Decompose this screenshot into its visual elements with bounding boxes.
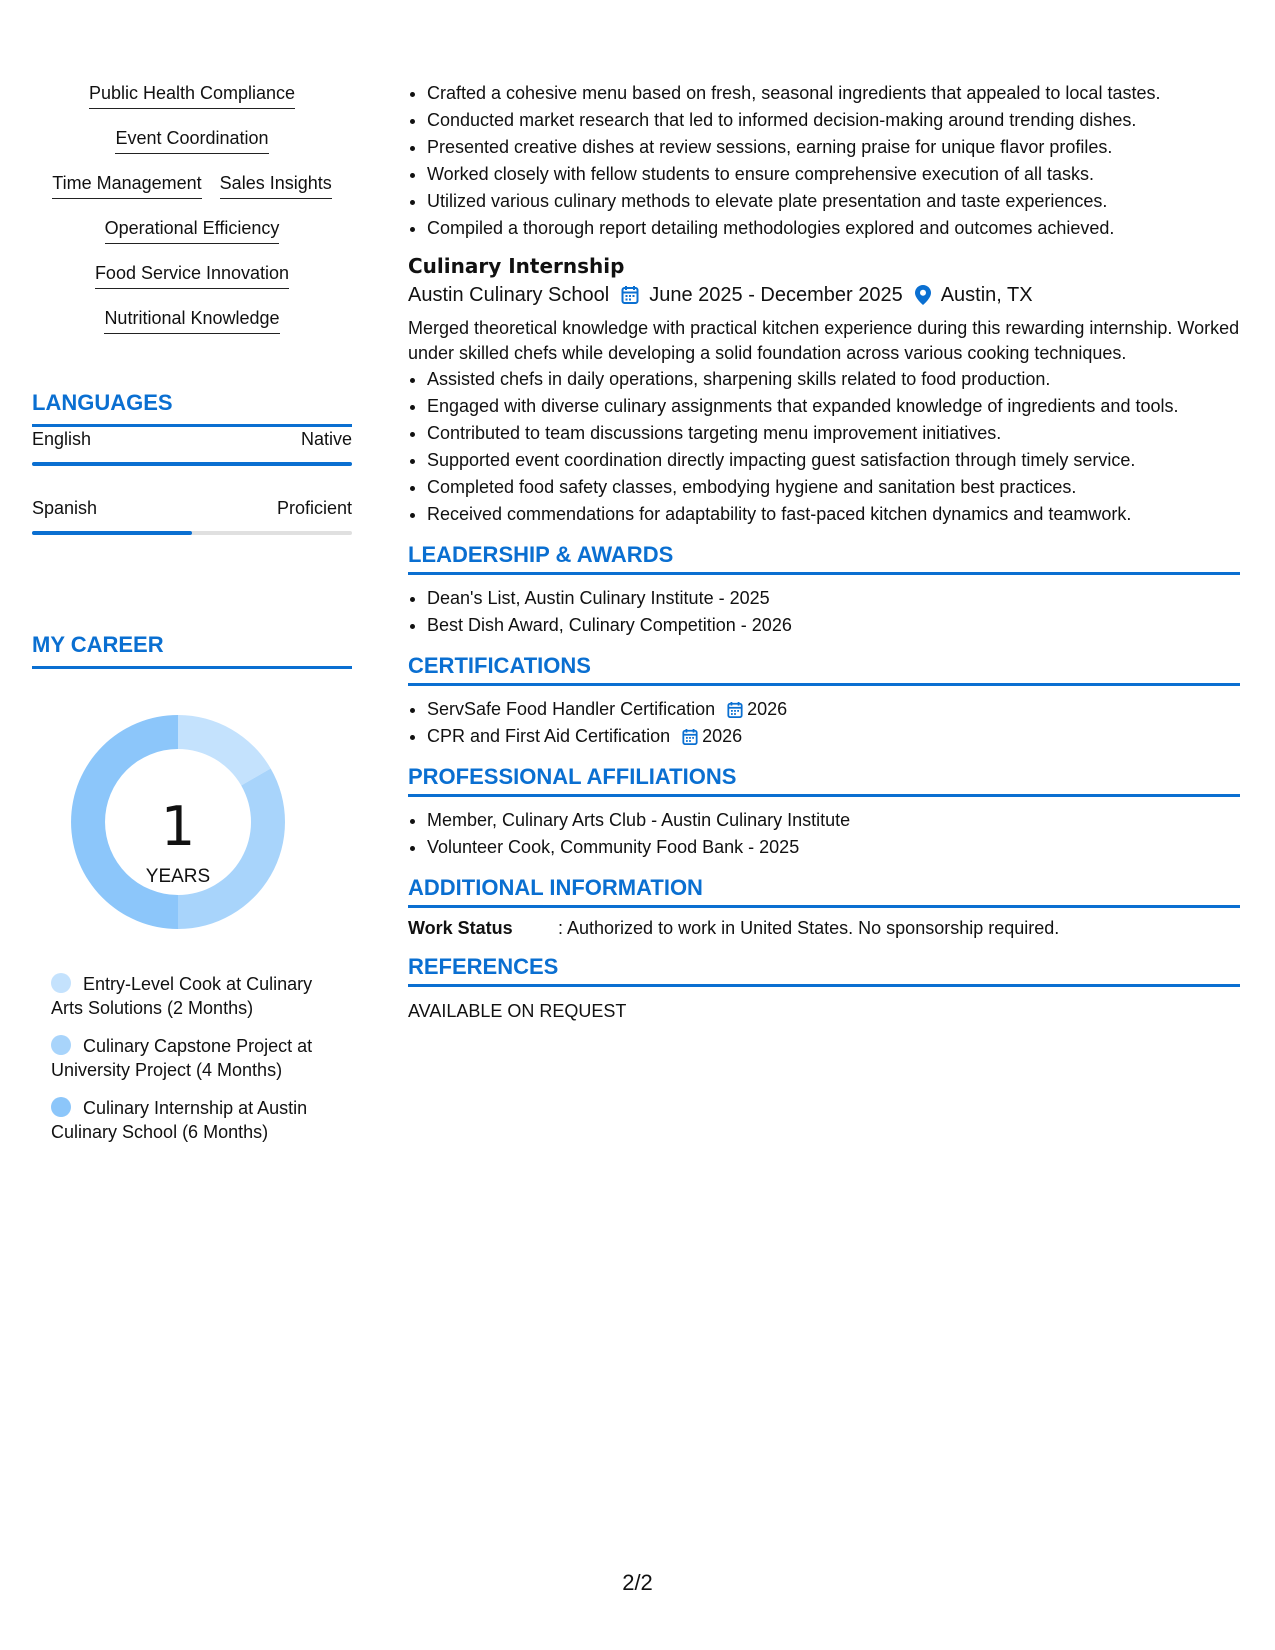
section-rule [408, 683, 1240, 686]
certifications-title: CERTIFICATIONS [408, 653, 591, 678]
language-bar [32, 462, 352, 466]
job-meta [408, 280, 1240, 310]
job-description: Merged theoretical knowledge with practical kitchen experience during this rewarding internship. Worked under skilled chefs while developing a solid foundation across various cooking techniques. [408, 318, 1240, 363]
bullet-item: • Worked closely with fellow students to ensure comprehensive execution of all tasks. [427, 161, 1240, 188]
bullet-item: • Supported event coordination directly impacting guest satisfaction through timely service. [427, 447, 1240, 474]
affiliation-item: • Member, Culinary Arts Club - Austin Culinary Institute [427, 807, 1240, 834]
language-name: Spanish [32, 498, 98, 518]
job-title: Culinary Internship [408, 254, 625, 278]
bullet-item: • Assisted chefs in daily operations, sharpening skills related to food production. [427, 366, 1240, 393]
additional-info-section [408, 875, 1240, 940]
certification-item [427, 723, 1240, 750]
section-rule [408, 572, 1240, 575]
section-rule [32, 424, 352, 427]
calendar-icon [682, 728, 698, 746]
section-rule [408, 905, 1240, 908]
career-total-unit: YEARS [145, 866, 211, 887]
certification-item [427, 696, 1240, 723]
skill-tag: Event Coordination [115, 127, 268, 154]
section-rule [408, 984, 1240, 987]
language-level: Native [300, 429, 352, 449]
certification-year: 2026 [747, 699, 788, 719]
legend-label: Culinary Capstone Project at University Project (4 Months) [51, 1036, 313, 1080]
job-dates: June 2025 - December 2025 [649, 284, 903, 306]
skill-tag: Operational Efficiency [105, 217, 280, 244]
bullet-item: • Presented creative dishes at review sessions, earning praise for unique flavor profiles. [427, 134, 1240, 161]
skill-tag: Public Health Compliance [89, 82, 295, 109]
bullet-item: • Engaged with diverse culinary assignments that expanded knowledge of ingredients and tools. [427, 393, 1240, 420]
affiliations-title: PROFESSIONAL AFFILIATIONS [408, 764, 737, 789]
bullet-item: • Completed food safety classes, embodying hygiene and sanitation best practices. [427, 474, 1240, 501]
legend-item [51, 972, 341, 1020]
language-item [32, 497, 352, 535]
bullet-item: • Crafted a cohesive menu based on fresh, seasonal ingredients that appealed to local tastes. [427, 80, 1240, 107]
skill-tag: Time Management [52, 172, 201, 199]
skill-tag: Food Service Innovation [95, 262, 289, 289]
section-rule [408, 794, 1240, 797]
career-total-value: 1 [160, 795, 196, 858]
additional-info-title: ADDITIONAL INFORMATION [408, 875, 703, 900]
calendar-icon [727, 701, 743, 719]
work-status [408, 916, 1240, 940]
language-item [32, 428, 352, 466]
certification-name: • CPR and First Aid Certification [427, 726, 671, 746]
legend-item [51, 1034, 341, 1082]
left-column [32, 82, 352, 1142]
bullet-item: • Contributed to team discussions targeting menu improvement initiatives. [427, 420, 1240, 447]
right-column [408, 80, 1240, 1023]
page-number: 2/2 [622, 1570, 653, 1595]
language-level: Proficient [276, 498, 352, 518]
language-name: English [32, 429, 92, 449]
work-status-value: : Authorized to work in United States. No sponsorship required. [558, 918, 1060, 938]
affiliation-item: • Volunteer Cook, Community Food Bank - 2025 [427, 834, 1240, 861]
skill-tag: Nutritional Knowledge [104, 307, 279, 334]
career-header [32, 632, 352, 669]
bullet-item: • Compiled a thorough report detailing methodologies explored and outcomes achieved. [427, 215, 1240, 242]
legend-label: Entry-Level Cook at Culinary Arts Solutions (2 Months) [51, 974, 313, 1018]
references-section [408, 954, 1240, 1023]
bullet-item: • Received commendations for adaptability to fast-paced kitchen dynamics and teamwork. [427, 501, 1240, 528]
certification-year: 2026 [702, 726, 743, 746]
skill-row [32, 127, 352, 172]
skill-row [32, 262, 352, 307]
legend-dot [51, 1097, 71, 1117]
career-title: MY CAREER [32, 632, 164, 657]
section-rule [32, 666, 352, 669]
certification-name: • ServSafe Food Handler Certification [427, 699, 716, 719]
donut-segment [178, 715, 271, 786]
location-pin-icon [915, 285, 931, 305]
legend-item [51, 1096, 341, 1144]
skill-row [32, 217, 352, 262]
job-bullets [408, 366, 1240, 528]
job-location: Austin, TX [940, 284, 1033, 306]
skill-row [32, 307, 352, 352]
language-bar-fill [32, 462, 352, 466]
prev-job-bullets [408, 80, 1240, 242]
legend-dot [51, 1035, 71, 1055]
language-bar-fill [32, 531, 192, 535]
skill-row [32, 82, 352, 127]
bullet-item: • Conducted market research that led to informed decision-making around trending dishes. [427, 107, 1240, 134]
award-item: • Dean's List, Austin Culinary Institute - 2025 [427, 585, 1240, 612]
career-legend [51, 972, 341, 1158]
leadership-section [408, 542, 1240, 639]
leadership-title: LEADERSHIP & AWARDS [408, 542, 674, 567]
legend-label: Culinary Internship at Austin Culinary School (6 Months) [51, 1098, 308, 1142]
skills-list [32, 82, 352, 352]
languages-title: LANGUAGES [32, 390, 173, 415]
skill-tag: Sales Insights [220, 172, 332, 199]
references-title: REFERENCES [408, 954, 559, 979]
references-text: AVAILABLE ON REQUEST [408, 1001, 627, 1021]
bullet-item: • Utilized various culinary methods to elevate plate presentation and taste experiences. [427, 188, 1240, 215]
calendar-icon [621, 285, 639, 305]
certifications-section [408, 653, 1240, 750]
award-item: • Best Dish Award, Culinary Competition - 2026 [427, 612, 1240, 639]
affiliations-section [408, 764, 1240, 861]
language-bar [32, 531, 352, 535]
job-company: Austin Culinary School [408, 284, 610, 306]
skill-row [32, 172, 352, 217]
languages-header [32, 390, 352, 427]
career-donut-chart [66, 710, 290, 934]
legend-dot [51, 973, 71, 993]
work-status-label: Work Status [408, 918, 513, 938]
